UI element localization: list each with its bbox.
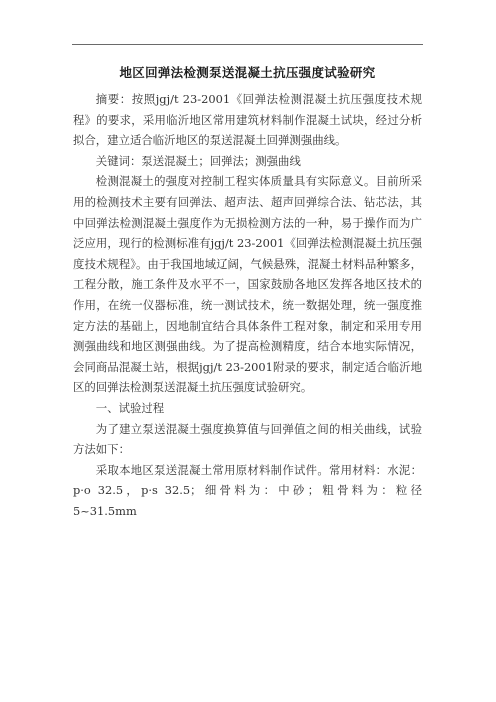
- body-paragraph: 采取本地区泵送混凝土常用原材料制作试件。常用材料：水泥：p·o 32.5，p·s 32.5；细骨料为：中砂；粗骨料为：粒径 5~31.5mm: [73, 462, 422, 518]
- body-paragraph: 检测混凝土的强度对控制工程实体质量具有实际意义。目前所采用的检测技术主要有回弹法、超声法、超声回弹综合法、钻芯法，其中回弹法检测混凝土强度作为无损检测方法的一种，易于操作而为广泛应用，现行的检测标准有jgj/t 23-2001《回弹法检测混凝土抗压强度技术规程》。由于我国地域辽阔，气候悬殊，混凝土材料品种繁多，工程分散，施工条件及水平不一，国家鼓励各地区发挥各地区技术的作用，在统一仪器标准，统一测试技术，统一数据处理，统一强度推定方法的基础上，因地制宜结合具体条件工程对象，制定和采用专用测强曲线和地区测强曲线。为了提高检测精度，结合本地实际情况，会同商品混凝土站，根据jgj/t 23-2001附录的要求，制定适合临沂地区的回弹法检测泵送混凝土抗压强度试验研究。: [73, 174, 422, 395]
- header-rule: [72, 44, 423, 45]
- keywords-paragraph: 关键词：泵送混凝土；回弹法；测强曲线: [95, 153, 301, 168]
- document-body: [73, 89, 422, 521]
- section-heading: 一、试验过程: [95, 400, 165, 415]
- body-paragraph: 为了建立泵送混凝土强度换算值与回弹值之间的相关曲线，试验方法如下：: [73, 421, 422, 457]
- document-title: 地区回弹法检测泵送混凝土抗压强度试验研究: [119, 65, 376, 80]
- abstract-paragraph: 摘要：按照jgj/t 23-2001《回弹法检测混凝土抗压强度技术规程》的要求，采用临沂地区常用建筑材料制作混凝土试块，经过分析拟合，建立适合临沂地区的泵送混凝土回弹测强曲线。: [73, 92, 422, 148]
